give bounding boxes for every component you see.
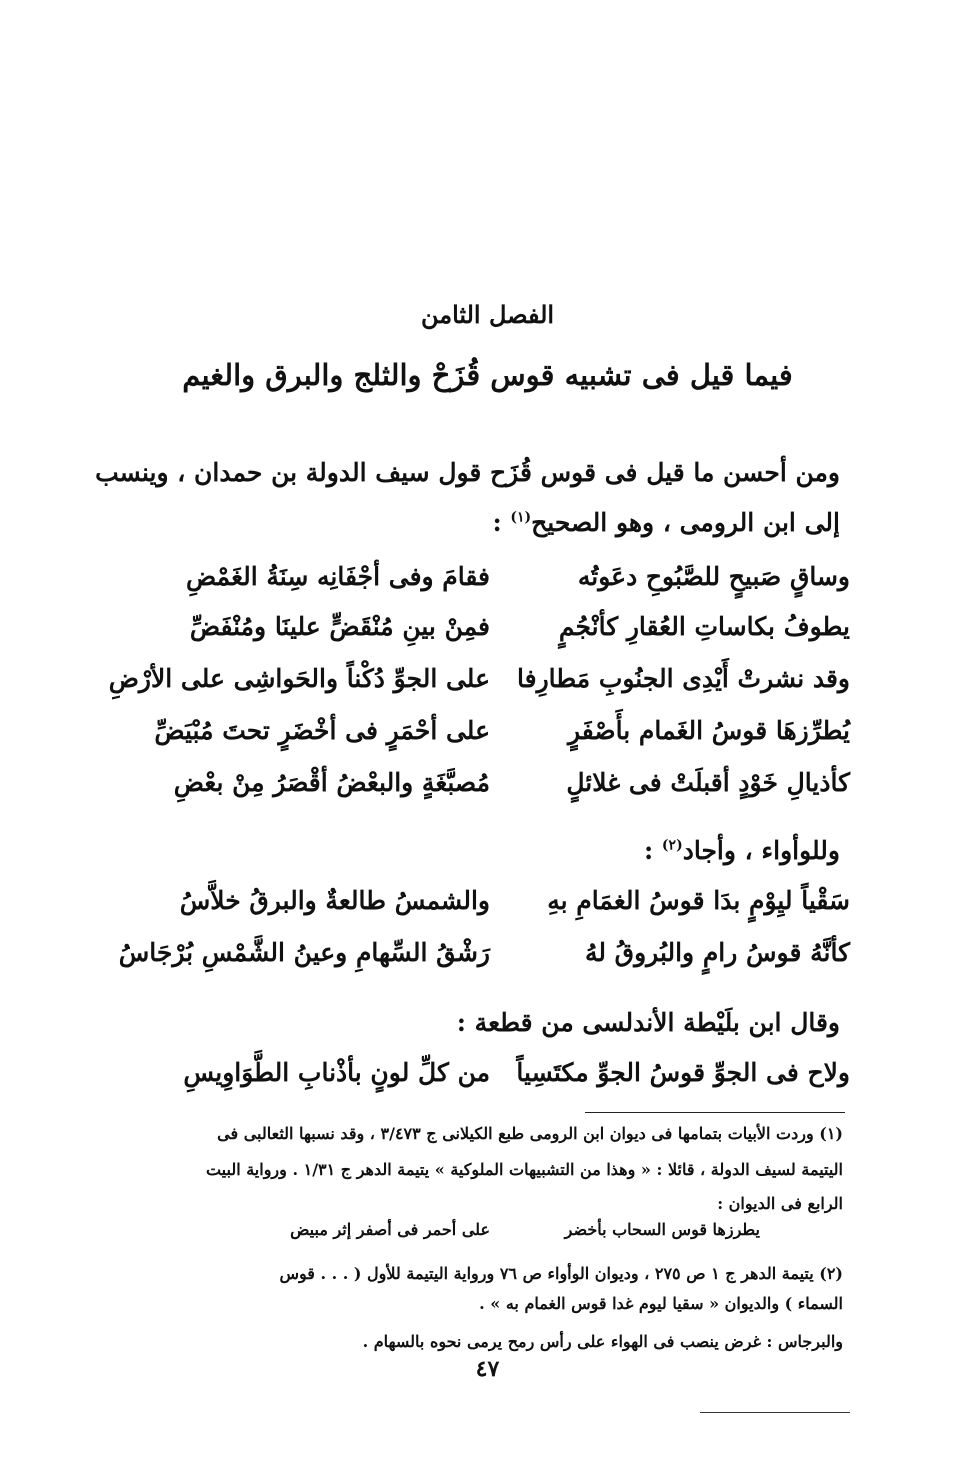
poem1-verse-4: [154, 716, 850, 756]
hemistich-second: على الجوِّ دُكْناً والحَواشِى على الأرْضِ: [108, 664, 490, 693]
intro-2-end: :: [643, 836, 662, 865]
footnote-1-line-2: اليتيمة لسيف الدولة ، قائلا : « وهذا من التشبيهات الملوكية » يتيمة الدهر ج ١/٣١ . ورواية البيت: [205, 1160, 843, 1179]
hemistich-first: وقد نشرتْ أَيْدِى الجنُوبِ مَطارِفا: [517, 664, 850, 693]
intro-2-text: وللوأواء ، وأجاد: [682, 836, 840, 865]
footnote-hemistich-second: على أحمر فى أصفر إثر مبيض: [290, 1220, 490, 1239]
footnote-1-line-3: الرابع فى الديوان :: [717, 1194, 843, 1213]
hemistich-first: وساقٍ صَبيحٍ للصَّبُوحِ دعَوتُه: [577, 562, 850, 591]
hemistich-second: مُصبَّغَةٍ والبعْضُ أقْصَرُ مِنْ بعْضِ: [173, 768, 490, 797]
footnote-separator: [585, 1112, 845, 1113]
intro-line-2: [150, 508, 840, 537]
hemistich-first: يطوفُ بكاساتِ العُقارِ كأنْجُمٍ: [558, 612, 850, 641]
footnote-1-line-1: (١) وردت الأبيات بتمامها فى ديوان ابن الرومى طبع الكيلانى ج ٣/٤٧٣ ، وقد نسبها الثعالبى فى: [217, 1124, 843, 1143]
poem3-verse-1: [160, 1058, 850, 1098]
footnote-2-line-1: (٢) يتيمة الدهر ج ١ ص ٢٧٥ ، وديوان الوأواء ص ٧٦ ورواية اليتيمة للأول ( . . . قوس: [279, 1264, 843, 1283]
poem2-verse-2: [118, 938, 850, 978]
intro-line-2-text: إلى ابن الرومى ، وهو الصحيح: [531, 508, 840, 537]
poem1-verse-2: [160, 612, 850, 652]
hemistich-first: سَقْياً ليِوْمٍ بدَا قوسُ الغمَامِ بهِ: [547, 886, 850, 915]
intro-3: وقال ابن بلَيْطة الأندلسى من قطعة :: [456, 1008, 840, 1037]
hemistich-first: كأنَّهُ قوسُ رامٍ والبُروقُ لهُ: [584, 938, 850, 967]
hemistich-first: كأذيالِ خَوْدٍ أقبلَتْ فى غلائلٍ: [566, 768, 850, 797]
footnote-2-line-3: والبرجاس : غرض ينصب فى الهواء على رأس رمح يرمى نحوه بالسهام .: [362, 1332, 843, 1351]
hemistich-second: رَشْقُ السِّهامِ وعينُ الشَّمْسِ بُرْجَاسُ: [118, 938, 490, 967]
footnote-ref-2: (٢): [661, 837, 683, 854]
chapter-heading: الفصل الثامن: [420, 300, 555, 329]
page-number: ٤٧: [475, 1356, 500, 1382]
poem1-verse-1: [160, 562, 850, 602]
poem1-verse-5: [160, 768, 850, 808]
hemistich-second: على أحْمَرٍ فى أخْضَرٍ تحتَ مُبْيَضِّ: [154, 716, 490, 745]
hemistich-second: فمِنْ بينِ مُنْقَضٍّ علينَا ومُنْفَضِّ: [189, 612, 490, 641]
hemistich-second: والشمسُ طالعةٌ والبرقُ خلاَّسُ: [179, 886, 490, 915]
footnote-hemistich-first: يطرزها قوس السحاب بأخضر: [564, 1220, 760, 1239]
hemistich-second: من كلِّ لونٍ بأذْنابِ الطَّوَاوِيسِ: [183, 1058, 490, 1087]
intro-line-2-end: :: [492, 508, 511, 537]
hemistich-first: ولاح فى الجوِّ قوسُ الجوِّ مكتَسِياً: [516, 1058, 850, 1087]
intro-line-1: ومن أحسن ما قيل فى قوس قُزَح قول سيف الدولة بن حمدان ، وينسب: [95, 458, 840, 487]
footnote-ref-1: (١): [510, 509, 532, 526]
hemistich-second: فقامَ وفى أجْفَانِه سِنَةُ الغَمْضِ: [186, 562, 490, 591]
footnote-1-verse: [260, 1220, 760, 1244]
chapter-title: فيما قيل فى تشبيه قوس قُزَحْ والثلج والبرق والغيم: [182, 358, 793, 392]
hemistich-first: يُطرِّزهَا قوسُ الغَمام بأَصْفَرٍ: [567, 716, 850, 745]
footnote-2-line-2: السماء ) والديوان « سقيا ليوم غدا قوس الغمام به » .: [479, 1294, 843, 1313]
intro-2: [150, 836, 840, 865]
poem1-verse-3: [108, 664, 850, 704]
poem2-verse-1: [160, 886, 850, 926]
bottom-rule: [700, 1412, 850, 1413]
